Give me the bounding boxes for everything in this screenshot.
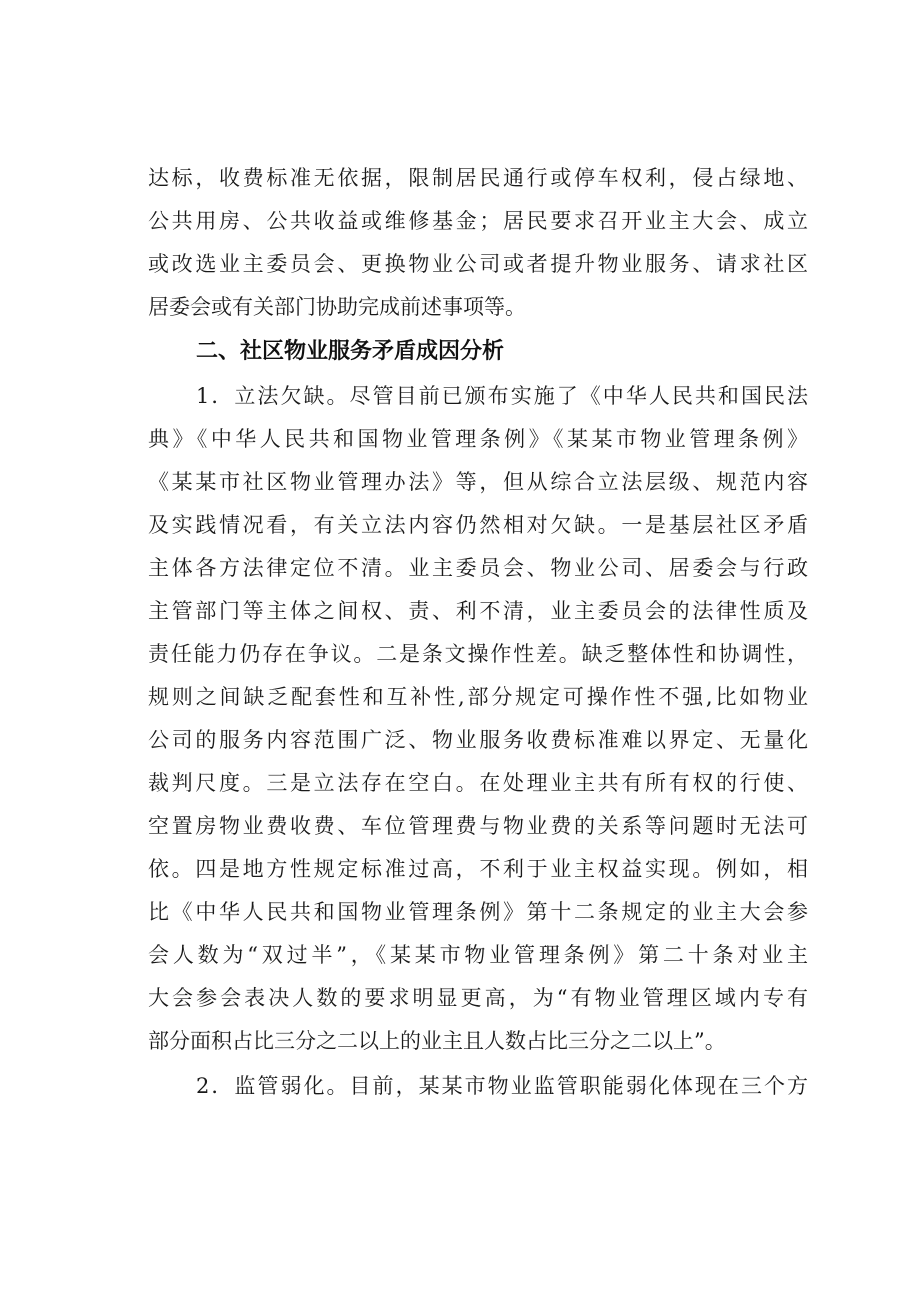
paragraph-line: 依。四是地方性规定标准过高，不利于业主权益实现。例如，相	[148, 857, 808, 881]
paragraph-line: 典》《中华人民共和国物业管理条例》《某某市物业管理条例》	[148, 427, 808, 451]
paragraph-line: 规则之间缺乏配套性和互补性,部分规定可操作性不强,比如物业	[148, 685, 808, 709]
paragraph-line: 公共用房、公共收益或维修基金；居民要求召开业主大会、成立	[148, 209, 808, 233]
paragraph-line: 部分面积占比三分之二以上的业主且人数占比三分之二以上”。	[148, 1029, 726, 1053]
paragraph-line: 大会参会表决人数的要求明显更高，为“有物业管理区域内专有	[148, 986, 808, 1010]
paragraph-line: 达标，收费标准无依据，限制居民通行或停车权利，侵占绿地、	[148, 166, 808, 190]
paragraph-line: 责任能力仍存在争议。二是条文操作性差。缺乏整体性和协调性，	[148, 642, 808, 666]
paragraph-line: 裁判尺度。三是立法存在空白。在处理业主共有所有权的行使、	[148, 771, 808, 795]
paragraph-line: 空置房物业费收费、车位管理费与物业费的关系等问题时无法可	[148, 814, 808, 838]
paragraph-line: 或改选业主委员会、更换物业公司或者提升物业服务、请求社区	[148, 252, 808, 276]
paragraph-line: 主体各方法律定位不清。业主委员会、物业公司、居委会与行政	[148, 556, 808, 580]
paragraph-line: 主管部门等主体之间权、责、利不清，业主委员会的法律性质及	[148, 599, 808, 623]
paragraph-line: 及实践情况看，有关立法内容仍然相对欠缺。一是基层社区矛盾	[148, 513, 808, 537]
paragraph-line: 1．立法欠缺。尽管目前已颁布实施了《中华人民共和国民法	[196, 384, 808, 408]
paragraph-line: 公司的服务内容范围广泛、物业服务收费标准难以界定、无量化	[148, 728, 808, 752]
section-heading: 二、社区物业服务矛盾成因分析	[196, 339, 505, 364]
paragraph-line: 会人数为“双过半”，《某某市物业管理条例》第二十条对业主	[148, 943, 808, 967]
paragraph-line: 2．监管弱化。目前，某某市物业监管职能弱化体现在三个方	[196, 1074, 808, 1098]
paragraph-line: 比《中华人民共和国物业管理条例》第十二条规定的业主大会参	[148, 900, 808, 924]
paragraph-line: 居委会或有关部门协助完成前述事项等。	[148, 295, 526, 319]
paragraph-line: 《某某市社区物业管理办法》等，但从综合立法层级、规范内容	[148, 470, 808, 494]
